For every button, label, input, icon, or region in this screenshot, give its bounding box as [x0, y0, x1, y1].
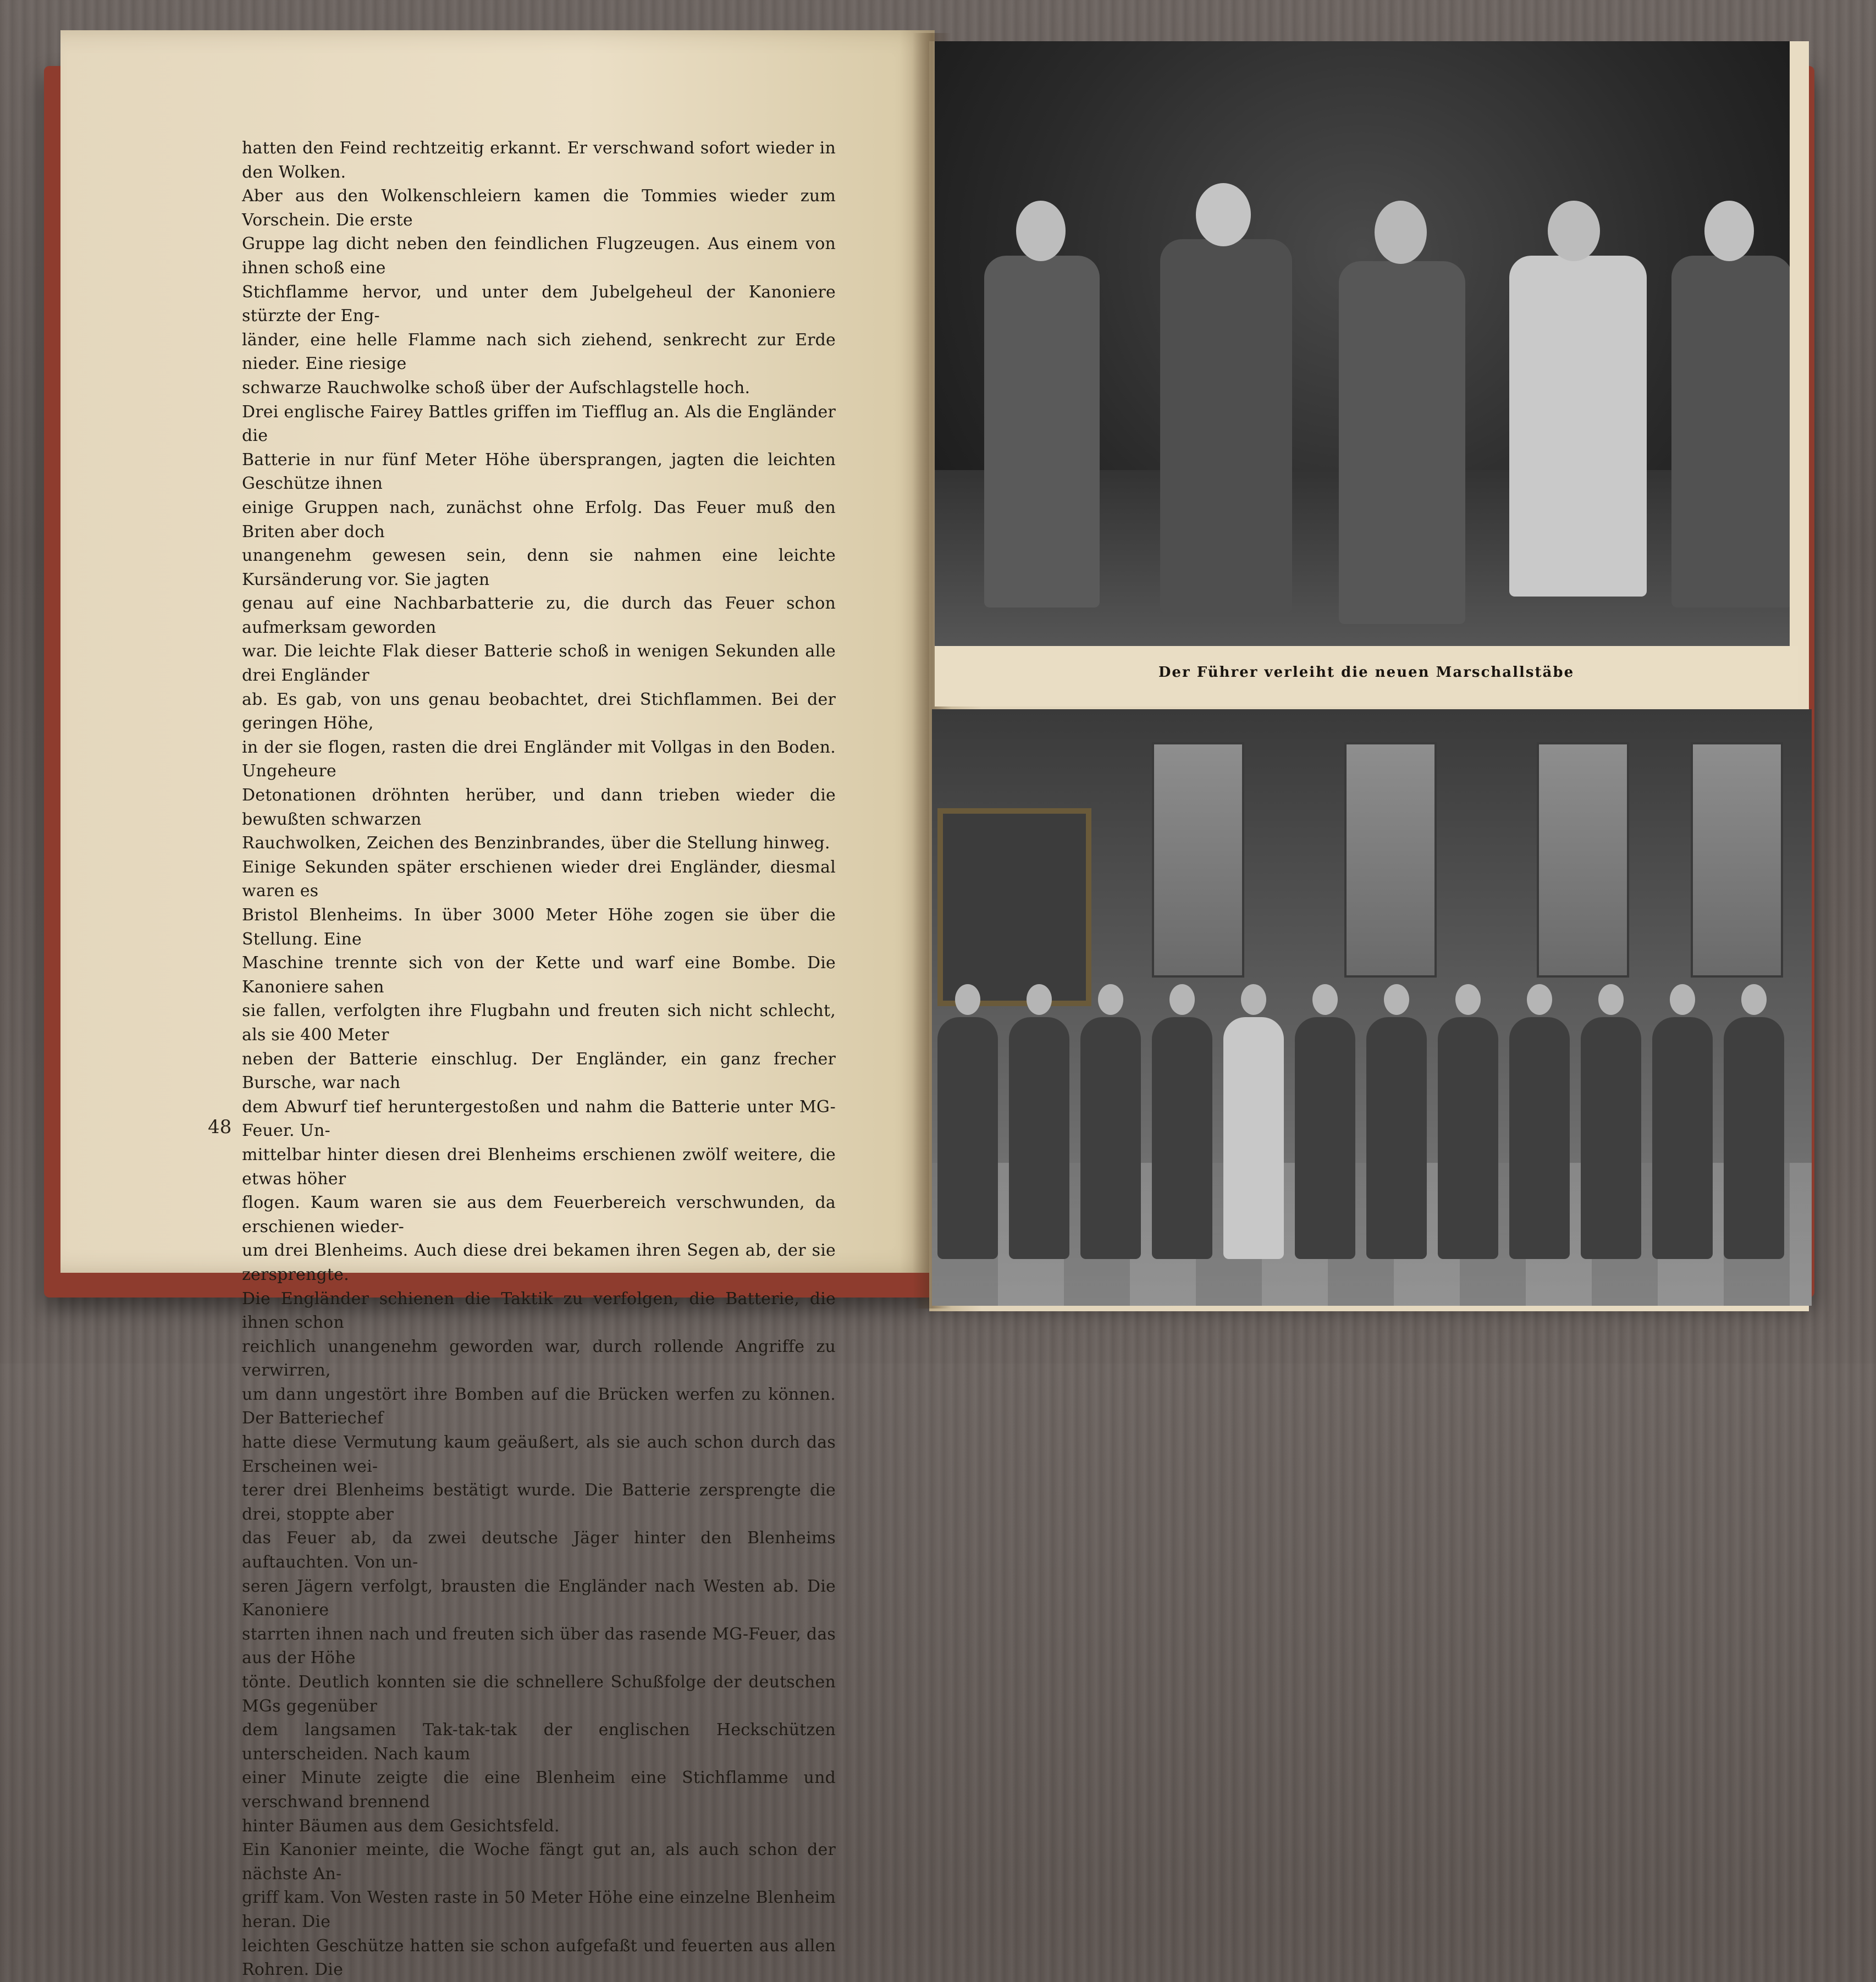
text-line: dem Abwurf tief heruntergestoßen und nahm die Batterie unter MG-Feuer. Un-	[242, 1097, 836, 1141]
page-number: 48	[208, 1116, 232, 1138]
window	[1691, 742, 1783, 978]
figure	[1652, 1017, 1713, 1259]
text-line: einige Gruppen nach, zunächst ohne Erfolg. Das Feuer muß den Briten aber doch	[242, 498, 836, 542]
figure-head	[1196, 183, 1251, 246]
figure	[1438, 1017, 1498, 1259]
figure-head	[1527, 984, 1552, 1015]
figure-head	[1098, 984, 1123, 1015]
text-line: Maschine trennte sich von der Kette und warf eine Bombe. Die Kanoniere sahen	[242, 953, 836, 997]
text-line: hatten den Feind rechtzeitig erkannt. Er verschwand sofort wieder in den Wolken.	[242, 139, 836, 182]
text-line: Ein Kanonier meinte, die Woche fängt gut an, als auch schon der nächste An-	[242, 1840, 836, 1884]
text-line: war. Die leichte Flak dieser Batterie schoß in wenigen Sekunden alle drei Engländer	[242, 642, 836, 686]
bottom-photo	[932, 709, 1812, 1306]
text-line: unangenehm gewesen sein, denn sie nahmen eine leichte Kursänderung vor. Sie jagten	[242, 546, 836, 589]
text-line: Batterie in nur fünf Meter Höhe übersprangen, jagten die leichten Geschütze ihnen	[242, 450, 836, 494]
figure	[1581, 1017, 1641, 1259]
text-line: terer drei Blenheims bestätigt wurde. Die Batterie zersprengte die drei, stoppte aber	[242, 1481, 836, 1524]
text-line: Drei englische Fairey Battles griffen im Tiefflug an. Als die Engländer die	[242, 402, 836, 446]
figure-head	[1375, 201, 1427, 264]
figure-head	[1027, 984, 1052, 1015]
text-line: Stichflamme hervor, und unter dem Jubelgeheul der Kanoniere stürzte der Eng-	[242, 282, 836, 326]
window	[1344, 742, 1437, 978]
figure-head	[1670, 984, 1695, 1015]
figure	[1295, 1017, 1355, 1259]
figure	[1080, 1017, 1141, 1259]
figure	[1152, 1017, 1212, 1259]
figure	[1671, 256, 1790, 608]
text-line: in der sie flogen, rasten die drei Engländer mit Vollgas in den Boden. Ungeheure	[242, 737, 836, 781]
figure-head	[1241, 984, 1266, 1015]
text-line: hatte diese Vermutung kaum geäußert, als sie auch schon durch das Erscheinen wei-	[242, 1433, 836, 1476]
text-line: das Feuer ab, da zwei deutsche Jäger hinter den Blenheims auftauchten. Von un-	[242, 1528, 836, 1572]
figure	[937, 1017, 998, 1259]
text-line: griff kam. Von Westen raste in 50 Meter Höhe eine einzelne Blenheim heran. Die	[242, 1888, 836, 1931]
figure-head	[1169, 984, 1195, 1015]
text-line: genau auf eine Nachbarbatterie zu, die durch das Feuer schon aufmerksam geworden	[242, 594, 836, 637]
figure	[1339, 261, 1465, 624]
text-line: reichlich unangenehm geworden war, durch rollende Angriffe zu verwirren,	[242, 1337, 836, 1381]
text-line: Einige Sekunden später erschienen wieder drei Engländer, diesmal waren es	[242, 857, 836, 901]
window	[1152, 742, 1244, 978]
window	[1537, 742, 1629, 978]
text-line: um drei Blenheims. Auch diese drei bekamen ihren Segen ab, der sie zersprengte.	[242, 1241, 836, 1284]
figure	[1509, 256, 1647, 597]
figure-head	[1741, 984, 1767, 1015]
text-line: Bristol Blenheims. In über 3000 Meter Höhe zogen sie über die Stellung. Eine	[242, 906, 836, 949]
figure-head	[1384, 984, 1409, 1015]
figure	[1223, 1017, 1284, 1259]
figure	[1160, 239, 1292, 613]
figure	[1366, 1017, 1427, 1259]
figure-head	[1548, 201, 1600, 261]
figure-head	[1455, 984, 1481, 1015]
figure-head	[1016, 201, 1066, 261]
figure-head	[1704, 201, 1754, 261]
text-line: seren Jägern verfolgt, brausten die Engländer nach Westen ab. Die Kanoniere	[242, 1576, 836, 1620]
photo-caption: Der Führer verleiht die neuen Marschallstäbe	[1158, 664, 1575, 681]
text-line: Detonationen dröhnten herüber, und dann trieben wieder die bewußten schwarzen	[242, 786, 836, 829]
text-line: Gruppe lag dicht neben den feindlichen Flugzeugen. Aus einem von ihnen schoß eine	[242, 234, 836, 278]
figure	[1009, 1017, 1069, 1259]
figure	[984, 256, 1100, 608]
text-line: neben der Batterie einschlug. Der Engländer, ein ganz frecher Bursche, war nach	[242, 1049, 836, 1093]
top-photo	[935, 41, 1790, 646]
text-line: ab. Es gab, von uns genau beobachtet, drei Stichflammen. Bei der geringen Höhe,	[242, 689, 836, 733]
text-line: Rauchwolken, Zeichen des Benzinbrandes, über die Stellung hinweg.	[242, 833, 830, 853]
text-line: leichten Geschütze hatten sie schon aufgefaßt und feuerten aus allen Rohren. Die	[242, 1936, 836, 1980]
text-line: um dann ungestört ihre Bomben auf die Brücken werfen zu können. Der Batteriechef	[242, 1384, 836, 1428]
text-line: länder, eine helle Flamme nach sich ziehend, senkrecht zur Erde nieder. Eine riesige	[242, 330, 836, 374]
text-line: hinter Bäumen aus dem Gesichtsfeld.	[242, 1816, 560, 1836]
text-line: flogen. Kaum waren sie aus dem Feuerbereich verschwunden, da erschienen wieder-	[242, 1193, 836, 1236]
text-line: Die Engländer schienen die Taktik zu verfolgen, die Batterie, die ihnen schon	[242, 1289, 836, 1333]
figure	[1509, 1017, 1570, 1259]
text-line: starrten ihnen nach und freuten sich über das rasende MG-Feuer, das aus der Höhe	[242, 1624, 836, 1668]
text-line: tönte. Deutlich konnten sie die schnellere Schußfolge der deutschen MGs gegenüber	[242, 1672, 836, 1716]
text-line: mittelbar hinter diesen drei Blenheims erschienen zwölf weitere, die etwas höher	[242, 1145, 836, 1189]
body-text	[242, 136, 836, 1982]
wall-painting	[937, 808, 1091, 1006]
figure-head	[1598, 984, 1624, 1015]
text-line: einer Minute zeigte die eine Blenheim eine Stichflamme und verschwand brennend	[242, 1768, 836, 1812]
figure-head	[1312, 984, 1338, 1015]
text-line: schwarze Rauchwolke schoß über der Aufschlagstelle hoch.	[242, 378, 751, 397]
text-line: dem langsamen Tak-tak-tak der englischen Heckschützen unterscheiden. Nach kaum	[242, 1720, 836, 1764]
text-line: sie fallen, verfolgten ihre Flugbahn und freuten sich nicht schlecht, als sie 400 Meter	[242, 1001, 836, 1045]
figure-head	[955, 984, 980, 1015]
text-line: Aber aus den Wolkenschleiern kamen die Tommies wieder zum Vorschein. Die erste	[242, 186, 836, 230]
figure	[1724, 1017, 1784, 1259]
